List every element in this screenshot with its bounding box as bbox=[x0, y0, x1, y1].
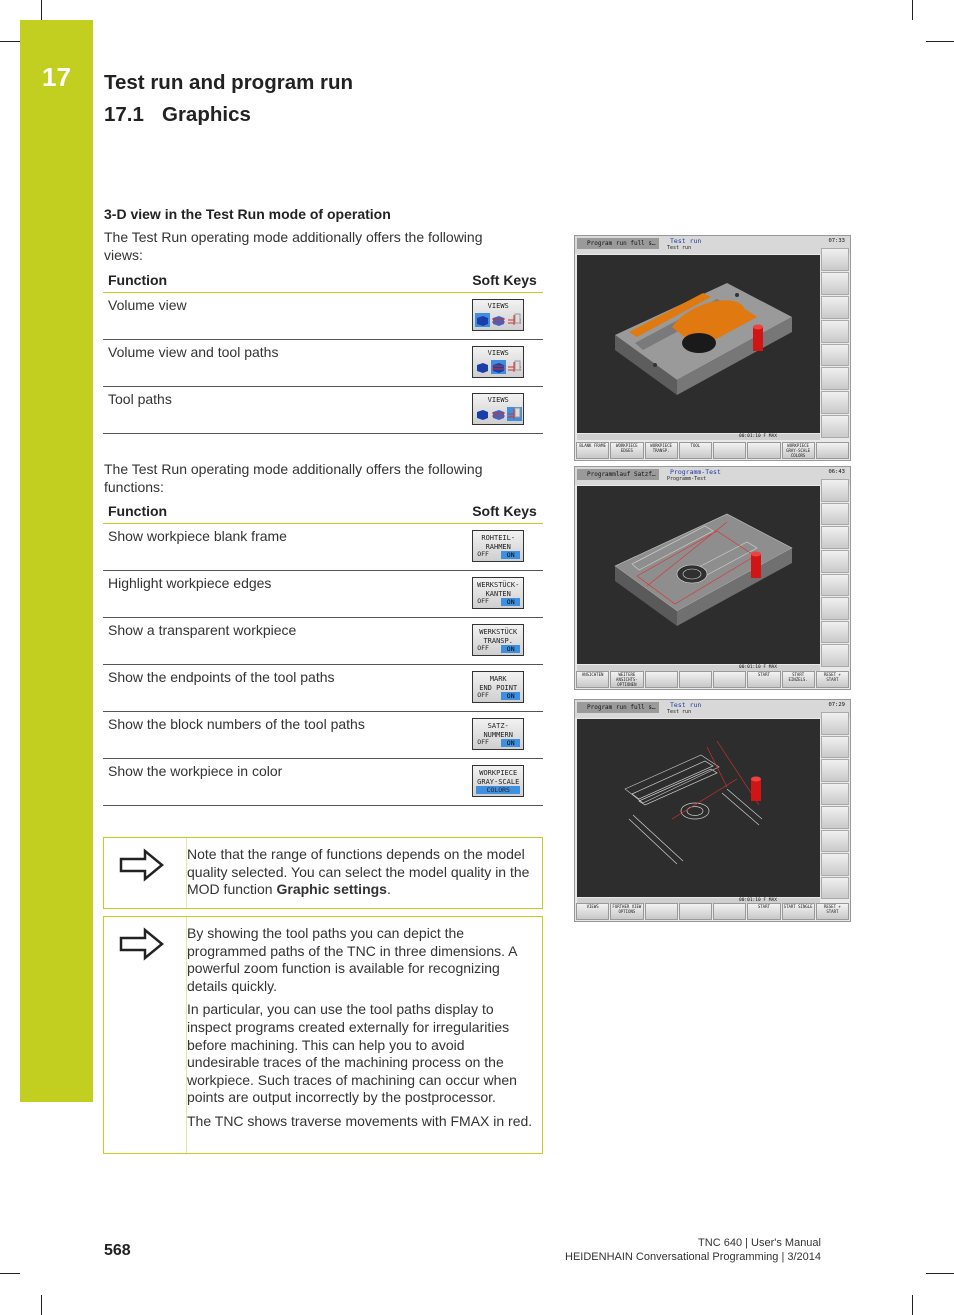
off-label: OFF bbox=[477, 597, 489, 605]
table-row bbox=[103, 665, 543, 712]
softkey[interactable] bbox=[816, 442, 849, 459]
colors-label: COLORS bbox=[476, 786, 520, 794]
col-softkeys: Soft Keys bbox=[467, 499, 543, 524]
softkey-row bbox=[576, 903, 849, 920]
page-number: 568 bbox=[104, 1242, 131, 1259]
active-mode-sub: Test run bbox=[667, 709, 692, 715]
screen-header bbox=[575, 467, 850, 485]
softkey-cell bbox=[467, 665, 543, 712]
crop-mark bbox=[912, 1295, 913, 1315]
softkey-cell bbox=[467, 293, 543, 340]
active-mode-title: Programm-Test bbox=[670, 468, 721, 476]
status-bar: 00:01:10 F MAX bbox=[577, 434, 820, 440]
table-row bbox=[103, 618, 543, 665]
toolpath-graphic bbox=[577, 719, 820, 897]
crop-mark bbox=[0, 41, 20, 42]
softkey-cell bbox=[467, 340, 543, 387]
softkey[interactable]: WORKPIECE TRANSP. bbox=[645, 442, 678, 459]
softkey-line1: WORKPIECE bbox=[479, 769, 518, 777]
softkey[interactable]: BLANK FRAME bbox=[576, 442, 609, 459]
function-cell: Show the endpoints of the tool paths bbox=[103, 665, 467, 712]
on-label: ON bbox=[501, 598, 520, 606]
status-bar: 00:01:10 F MAX bbox=[577, 665, 820, 671]
footer-line2: HEIDENHAIN Conversational Programming | 3/2014 bbox=[565, 1251, 821, 1263]
softkey-label: VIEWS bbox=[487, 302, 509, 310]
softkey-line1: SATZ- bbox=[487, 722, 509, 730]
views-softkey[interactable] bbox=[472, 346, 524, 378]
volume-view-icon bbox=[475, 313, 490, 327]
graphics-view bbox=[577, 486, 820, 664]
section-heading: 3-D view in the Test Run mode of operation bbox=[104, 206, 391, 222]
note-text bbox=[187, 846, 537, 899]
col-function: Function bbox=[103, 268, 467, 293]
softkey-row bbox=[576, 671, 849, 688]
softkey[interactable]: VIEWS bbox=[576, 903, 609, 920]
active-mode-title: Test run bbox=[670, 237, 702, 245]
function-cell: Show the workpiece in color bbox=[103, 759, 467, 806]
softkey[interactable] bbox=[713, 903, 746, 920]
note-paragraph: By showing the tool paths you can depict the programmed paths of the TNC in three dimensions. A powerful zoom function is available for recognizing details quickly. bbox=[187, 925, 517, 994]
block-numbers-softkey[interactable] bbox=[472, 718, 524, 750]
softkey[interactable] bbox=[679, 671, 712, 688]
softkey[interactable]: START bbox=[747, 671, 780, 688]
transparent-workpiece-softkey[interactable] bbox=[472, 624, 524, 656]
table-row bbox=[103, 340, 543, 387]
function-cell: Show a transparent workpiece bbox=[103, 618, 467, 665]
blank-frame-softkey[interactable] bbox=[472, 530, 524, 562]
softkey[interactable]: START bbox=[747, 903, 780, 920]
softkey-line1: WERKSTÜCK- bbox=[477, 581, 520, 589]
off-label: OFF bbox=[477, 738, 489, 746]
chapter-number: 17 bbox=[42, 62, 71, 92]
on-label: ON bbox=[501, 551, 520, 559]
mode-tab[interactable]: Programmlauf Satzf… bbox=[577, 469, 659, 480]
volume-toolpath-icon bbox=[491, 313, 506, 327]
volume-view-icon bbox=[475, 360, 490, 374]
softkey-cell bbox=[467, 759, 543, 806]
softkey[interactable]: ANSICHTEN bbox=[576, 671, 609, 688]
softkey[interactable]: TOOL bbox=[679, 442, 712, 459]
softkey-cell bbox=[467, 524, 543, 571]
volume-toolpath-icon bbox=[491, 407, 506, 421]
note-bold: Graphic settings bbox=[276, 881, 387, 898]
crop-mark bbox=[912, 0, 913, 20]
table-row bbox=[103, 571, 543, 618]
softkey-line2: GRAY-SCALE bbox=[477, 778, 520, 786]
softkey-cell bbox=[467, 618, 543, 665]
softkey-line2: RAHMEN bbox=[485, 543, 511, 551]
softkey-line1: ROHTEIL- bbox=[481, 534, 516, 542]
softkey-row bbox=[576, 442, 849, 459]
note-text-part: Note that the range of functions depends on the model quality selected. You can select the model quality in the MOD function bbox=[187, 846, 530, 898]
softkey[interactable]: FURTHER VIEW OPTIONS bbox=[610, 903, 643, 920]
note-arrow-icon bbox=[119, 848, 165, 882]
softkey[interactable] bbox=[645, 903, 678, 920]
crop-mark bbox=[41, 0, 42, 20]
clock: 07:33 bbox=[828, 238, 845, 244]
vertical-softkey-row bbox=[821, 248, 849, 438]
crop-mark bbox=[0, 1273, 20, 1274]
toolpath-icon bbox=[507, 407, 522, 421]
crop-mark bbox=[41, 1295, 42, 1315]
workpiece-transparent-graphic bbox=[577, 486, 820, 664]
views-table bbox=[103, 268, 543, 434]
softkey-line1: WERKSTÜCK bbox=[479, 628, 518, 636]
softkey-cell bbox=[467, 571, 543, 618]
off-label: OFF bbox=[477, 644, 489, 652]
softkey-label: VIEWS bbox=[487, 396, 509, 404]
crop-mark bbox=[926, 41, 954, 42]
chapter-title: Test run and program run bbox=[104, 71, 354, 94]
col-softkeys: Soft Keys bbox=[467, 268, 543, 293]
intro-functions: The Test Run operating mode additionally offers the following functions: bbox=[104, 461, 483, 495]
graphics-view bbox=[577, 719, 820, 897]
clock: 06:43 bbox=[828, 469, 845, 475]
softkey-label: VIEWS bbox=[487, 349, 509, 357]
on-label: ON bbox=[501, 739, 520, 747]
off-label: OFF bbox=[477, 550, 489, 558]
softkey[interactable] bbox=[713, 671, 746, 688]
function-cell: Volume view bbox=[103, 293, 467, 340]
views-softkey[interactable] bbox=[472, 299, 524, 331]
function-cell: Volume view and tool paths bbox=[103, 340, 467, 387]
status-bar: 00:01:10 F MAX bbox=[577, 898, 820, 904]
footer-line1: TNC 640 | User's Manual bbox=[698, 1237, 821, 1249]
table-header bbox=[103, 499, 543, 524]
table-row bbox=[103, 759, 543, 806]
on-label: ON bbox=[501, 645, 520, 653]
softkey[interactable] bbox=[713, 442, 746, 459]
function-cell: Show workpiece blank frame bbox=[103, 524, 467, 571]
chapter-sidebar bbox=[20, 20, 93, 1102]
softkey[interactable]: START SINGLE bbox=[782, 903, 815, 920]
softkey-line2: NUMMERN bbox=[483, 731, 513, 739]
function-cell: Tool paths bbox=[103, 387, 467, 434]
screen-header bbox=[575, 236, 850, 254]
workpiece-color-softkey[interactable] bbox=[472, 765, 524, 797]
table-row bbox=[103, 524, 543, 571]
note-paragraph: The TNC shows traverse movements with FMAX in red. bbox=[187, 1112, 533, 1129]
table-header bbox=[103, 268, 543, 293]
table-row bbox=[103, 712, 543, 759]
table-row bbox=[103, 387, 543, 434]
toolpath-icon bbox=[507, 313, 522, 327]
softkey[interactable] bbox=[679, 903, 712, 920]
crop-mark bbox=[926, 1273, 954, 1274]
workpiece-volume-graphic bbox=[577, 255, 820, 433]
function-cell: Highlight workpiece edges bbox=[103, 571, 467, 618]
softkey[interactable] bbox=[747, 442, 780, 459]
toolpath-icon bbox=[507, 360, 522, 374]
views-softkey[interactable] bbox=[472, 393, 524, 425]
softkey-cell bbox=[467, 387, 543, 434]
section-number: 17.1 bbox=[104, 103, 144, 126]
softkey[interactable]: WORKPIECE GRAY-SCALE COLORS bbox=[782, 442, 815, 459]
softkey[interactable]: START EINZELS. bbox=[782, 671, 815, 688]
col-function: Function bbox=[103, 499, 467, 524]
note-text bbox=[187, 925, 537, 1137]
mode-tab[interactable]: Program run full s… bbox=[577, 238, 659, 249]
softkey-line2: TRANSP. bbox=[483, 637, 513, 645]
screenshot-transparent-view bbox=[574, 466, 851, 690]
softkey[interactable] bbox=[645, 671, 678, 688]
note-box bbox=[103, 837, 543, 909]
note-arrow-icon bbox=[119, 927, 165, 961]
softkey-cell bbox=[467, 712, 543, 759]
screenshot-volume-view bbox=[574, 235, 851, 461]
on-label: ON bbox=[501, 692, 520, 700]
softkey-line2: END POINT bbox=[479, 684, 518, 692]
intro-views: The Test Run operating mode additionally offers the following views: bbox=[104, 229, 483, 263]
mark-endpoint-softkey[interactable] bbox=[472, 671, 524, 703]
workpiece-edges-softkey[interactable] bbox=[472, 577, 524, 609]
table-row bbox=[103, 293, 543, 340]
footer-info bbox=[565, 1236, 821, 1264]
note-paragraph: In particular, you can use the tool paths display to inspect programs created externally for irregularities before machining. This can help you to avoid undesirable traces of the machining process on the workpiece. Such traces of machining can occur when points are output incorrectly by the postprocessor. bbox=[187, 1001, 517, 1106]
softkey[interactable]: RESET + START bbox=[816, 671, 849, 688]
note-text-part: . bbox=[386, 881, 391, 898]
screen-header bbox=[575, 700, 850, 718]
graphics-view bbox=[577, 255, 820, 433]
softkey-line2: KANTEN bbox=[485, 590, 511, 598]
volume-view-icon bbox=[475, 407, 490, 421]
mode-tab[interactable]: Program run full s… bbox=[577, 702, 659, 713]
section-title bbox=[104, 103, 251, 127]
functions-table bbox=[103, 499, 543, 806]
clock: 07:29 bbox=[828, 702, 845, 708]
softkey-line1: MARK bbox=[489, 675, 507, 683]
active-mode-sub: Test run bbox=[667, 245, 692, 251]
softkey[interactable]: WEITERE ANSICHTS-OPTIONEN bbox=[610, 671, 643, 688]
function-cell: Show the block numbers of the tool paths bbox=[103, 712, 467, 759]
note-box bbox=[103, 916, 543, 1154]
vertical-softkey-row bbox=[821, 479, 849, 667]
volume-toolpath-icon bbox=[491, 360, 506, 374]
vertical-softkey-row bbox=[821, 712, 849, 899]
softkey[interactable]: RESET + START bbox=[816, 903, 849, 920]
section-name: Graphics bbox=[162, 103, 251, 126]
softkey[interactable]: WORKPIECE EDGES bbox=[610, 442, 643, 459]
off-label: OFF bbox=[477, 691, 489, 699]
screenshot-toolpath-view bbox=[574, 699, 851, 922]
active-mode-sub: Programm-Test bbox=[667, 476, 707, 482]
active-mode-title: Test run bbox=[670, 701, 702, 709]
